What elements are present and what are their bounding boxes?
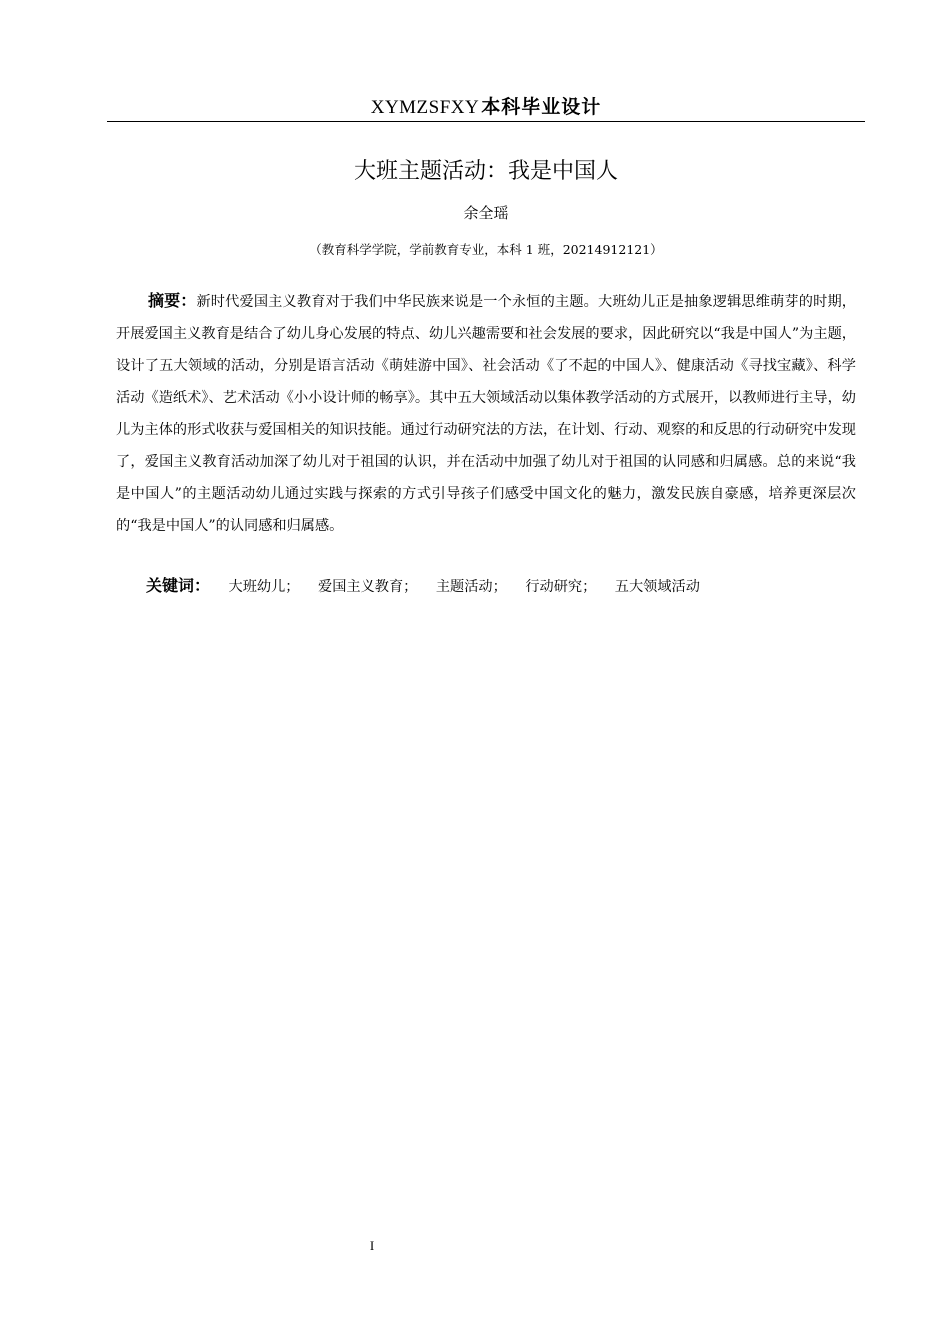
paper-title: 大班主题活动：我是中国人 [353, 159, 618, 184]
keyword-item: 爱国主义教育； [318, 579, 418, 595]
keywords-label: 关键词： [146, 576, 211, 595]
keyword-item: 行动研究； [525, 579, 597, 595]
author-affiliation: （教育科学学院，学前教育专业，本科 1 班，20214912121） [309, 242, 663, 257]
keyword-item: 五大领域活动 [614, 579, 700, 595]
abstract-label: 摘要： [148, 291, 197, 310]
author-name: 余全瑶 [463, 204, 509, 222]
abstract-paragraph [116, 285, 856, 542]
keyword-item: 主题活动； [435, 579, 507, 595]
keyword-item: 大班幼儿； [228, 579, 300, 595]
page-number: I [369, 1238, 375, 1253]
abstract-text: 新时代爱国主义教育对于我们中华民族来说是一个永恒的主题。大班幼儿正是抽象逻辑思维萌芽的时期，开展爱国主义教育是结合了幼儿身心发展的特点、幼儿兴趣需要和社会发展的要求，因此研究以“我是中国人”为主题，设计了五大领域的活动，分别是语言活动《萌娃游中国》、社会活动《了不起的中国人》、健康活动《寻找宝藏》、科学活动《造纸术》、艺术活动《小小设计师的畅享》。其中五大领域活动以集体教学活动的方式展开，以教师进行主导，幼儿为主体的形式收获与爱国相关的知识技能。通过行动研究法的方法，在计划、行动、观察的和反思的行动研究中发现了，爱国主义教育活动加深了幼儿对于祖国的认识，并在活动中加强了幼儿对于祖国的认同感和归属感。总的来说“我是中国人”的主题活动幼儿通过实践与探索的方式引导孩子们感受中国文化的魅力，激发民族自豪感，培养更深层次的“我是中国人”的认同感和归属感。 [116, 294, 856, 534]
header-latin-text: XYMZSFXY [370, 97, 480, 118]
keywords-line [146, 572, 866, 601]
page-header [107, 93, 865, 122]
header-chinese-text: 本科毕业设计 [481, 96, 602, 118]
